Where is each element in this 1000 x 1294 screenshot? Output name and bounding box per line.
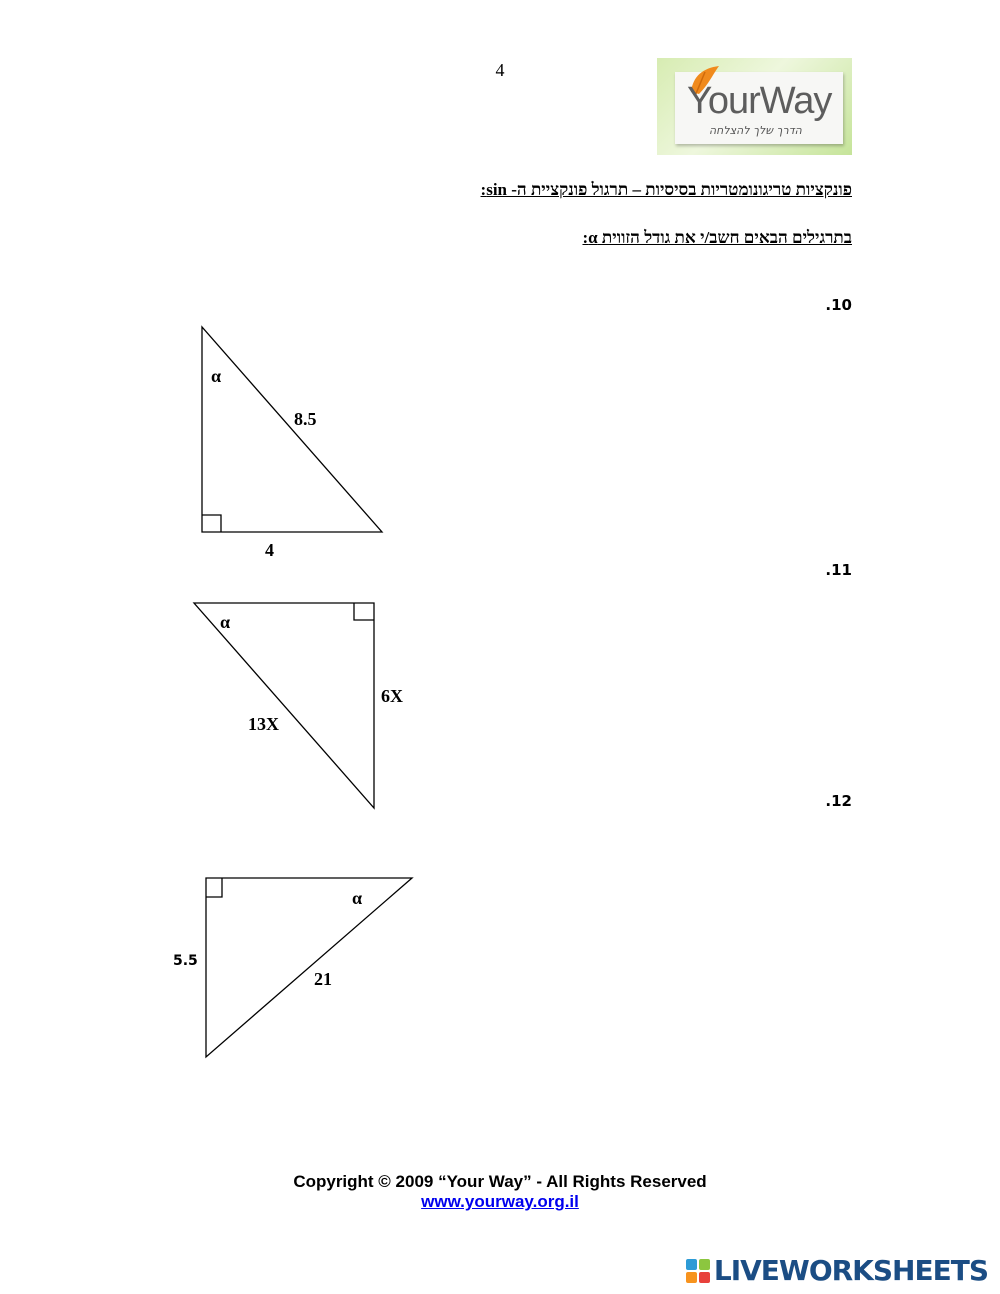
side-label-12: 5.5 [173,953,198,969]
liveworksheets-logo-icon [686,1259,710,1283]
logo-tagline: הדרך שלך להצלחה [709,124,802,137]
worksheet-title: פונקציות טריגונומטריות בסיסיות – תרגול פונקציית ה- sin: [480,180,852,199]
worksheet-instruction: בתרגילים הבאים חשב/י את גודל הזווית α: [582,228,852,247]
hypotenuse-label-11: 13X [248,714,279,734]
exercise-number-10: 10. [825,296,852,314]
logo-block [686,1259,697,1270]
side-label-11: 6X [381,686,403,706]
triangle-12 [206,878,412,1057]
website-link[interactable]: www.yourway.org.il [421,1192,579,1211]
liveworksheets-watermark [686,1254,988,1287]
logo-block [699,1272,710,1283]
hypotenuse-label-10: 8.5 [294,409,317,429]
exercise-number-11: 11. [825,561,852,579]
liveworksheets-text: LIVEWORKSHEETS [713,1254,988,1287]
copyright-notice: Copyright © 2009 “Your Way” - All Rights Reserved [293,1172,707,1191]
exercise-number-12: 12. [825,792,852,810]
logo-brand: YourWay [687,80,832,122]
logo-block [699,1259,710,1270]
side-label-10: 4 [265,540,274,560]
triangle-11 [194,603,374,808]
angle-label-12: α [352,888,363,908]
logo-block [686,1272,697,1283]
triangle-10 [202,327,382,532]
page-number: 4 [495,60,505,80]
angle-label-11: α [220,612,231,632]
angle-label-10: α [211,366,222,386]
hypotenuse-label-12: 21 [314,969,332,989]
